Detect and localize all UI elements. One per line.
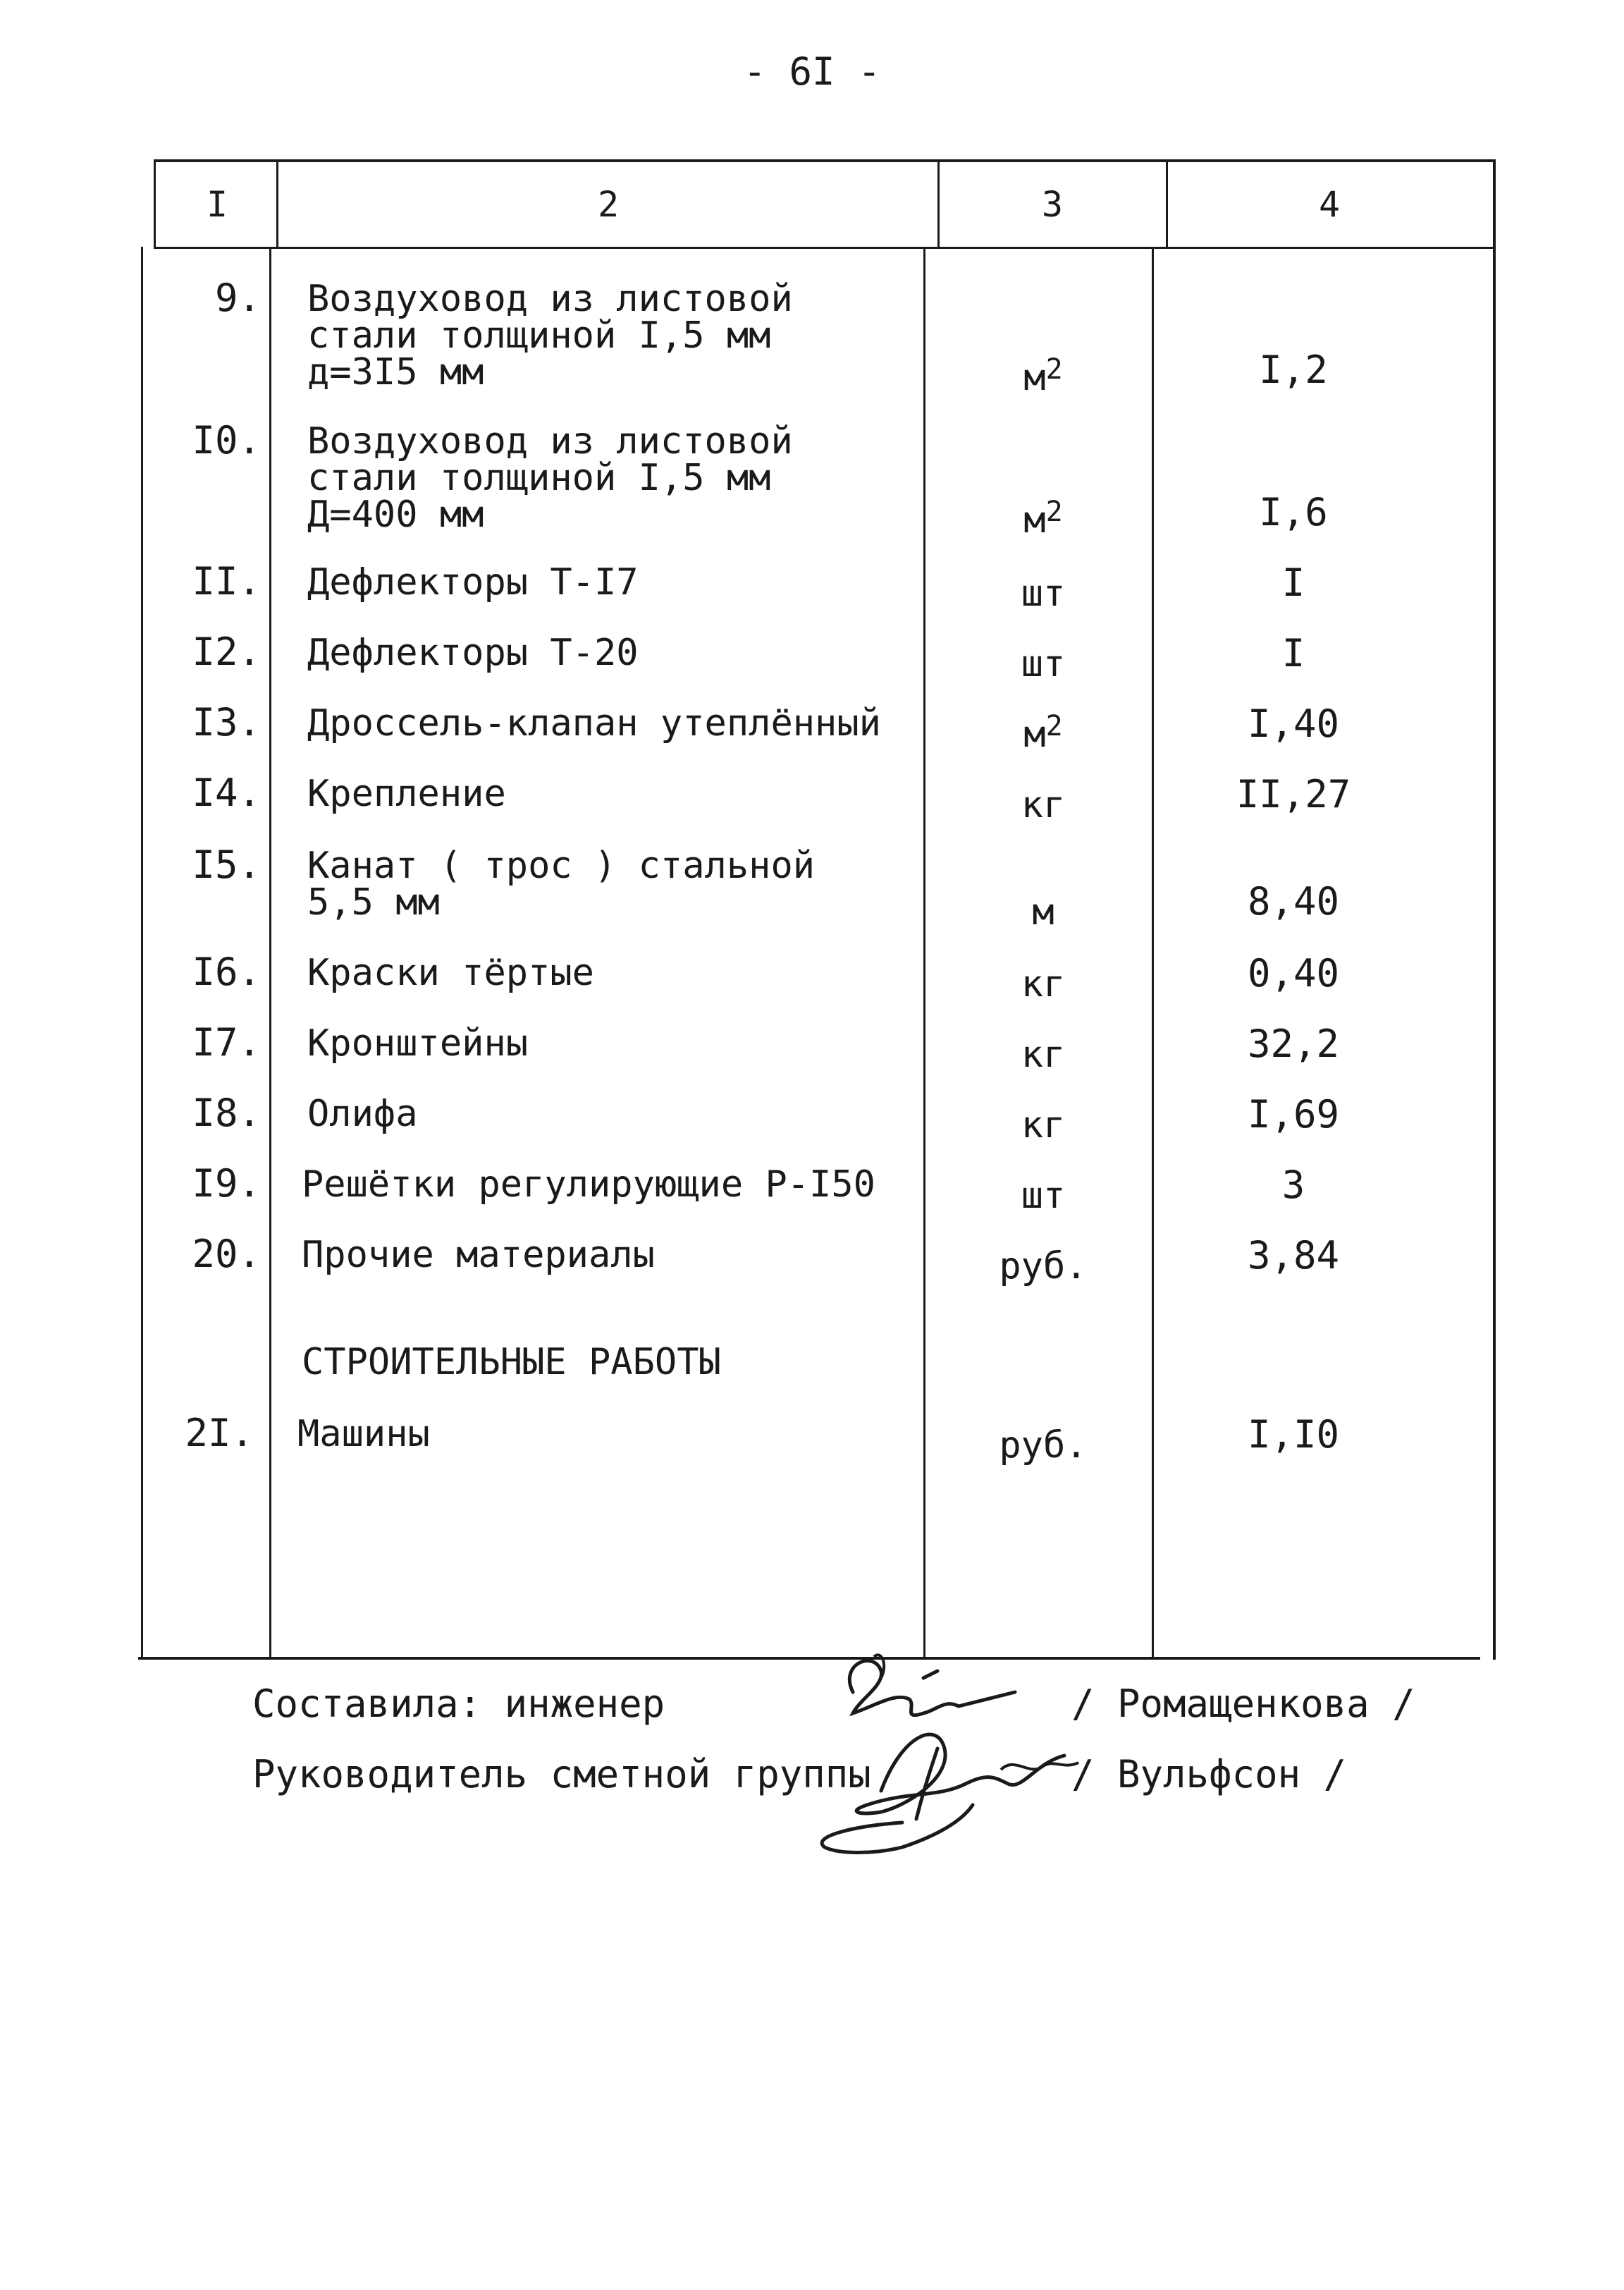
row-number: 2I.: [185, 1411, 254, 1455]
row-unit: [952, 1028, 1135, 1076]
unit-text: шт: [1021, 572, 1066, 615]
row-quantity: I,69: [1247, 1092, 1340, 1137]
head-label: Руководитель сметной группы: [252, 1752, 871, 1796]
table-right-border: [1493, 159, 1496, 1660]
column-header-4: 4: [1318, 184, 1341, 225]
head-name: / Вульфсон /: [1071, 1752, 1347, 1796]
row-item-name: Канат ( трос ) стальной 5,5 мм: [307, 845, 816, 924]
row-quantity: 32,2: [1247, 1022, 1340, 1066]
column-header-3: 3: [1041, 184, 1064, 225]
col-divider-1-lower: [269, 247, 271, 1657]
row-number: I7.: [192, 1020, 261, 1065]
unit-text: кг: [1021, 963, 1066, 1005]
compiled-by-label: Составила: инженер: [252, 1682, 665, 1726]
row-number: II.: [192, 559, 261, 604]
row-unit: [952, 1239, 1135, 1285]
row-item-name: Дефлекторы Т-I7: [307, 561, 639, 604]
row-item-name: Кронштейны: [307, 1022, 529, 1065]
row-item-name: Дефлекторы Т-20: [307, 632, 639, 674]
row-unit: [952, 637, 1135, 685]
row-quantity: 8,40: [1247, 879, 1340, 924]
row-number: I2.: [192, 630, 261, 674]
row-unit: [952, 567, 1135, 615]
row-number: I4.: [192, 771, 261, 815]
row-quantity: I: [1281, 561, 1305, 605]
unit-text: кг: [1021, 1104, 1066, 1146]
row-quantity: I,6: [1259, 490, 1328, 534]
row-quantity: I,I0: [1247, 1412, 1340, 1457]
row-quantity: I,40: [1247, 702, 1340, 746]
row-number: 20.: [192, 1232, 261, 1276]
col-divider-3-lower: [1152, 247, 1154, 1657]
row-unit: [952, 957, 1135, 1003]
unit-text: кг: [1021, 1034, 1066, 1076]
row-item-name: Крепление: [307, 773, 506, 815]
row-item-name: Олифа: [307, 1093, 418, 1135]
column-header-1: I: [206, 184, 228, 225]
unit-superscript: 2: [1045, 496, 1063, 528]
row-number: I6.: [192, 950, 261, 994]
row-unit: [952, 778, 1135, 826]
row-unit: [952, 708, 1135, 756]
row-quantity: II,27: [1236, 772, 1351, 816]
row-number: I9.: [192, 1161, 261, 1206]
row-quantity: I: [1281, 631, 1305, 675]
unit-text: м: [1023, 714, 1046, 756]
unit-text: кг: [1021, 784, 1066, 826]
table-left-border: [154, 159, 156, 247]
row-quantity: 0,40: [1247, 951, 1340, 996]
unit-text: м: [1032, 891, 1054, 933]
unit-text: шт: [1021, 1175, 1066, 1217]
row-number: I3.: [192, 700, 261, 745]
column-header-2: 2: [597, 184, 620, 225]
row-number: I5.: [192, 843, 261, 887]
row-number: I0.: [192, 418, 261, 463]
row-quantity: 3,84: [1247, 1233, 1340, 1278]
row-unit: [952, 494, 1135, 539]
row-unit: [952, 1419, 1135, 1467]
unit-text: шт: [1021, 643, 1066, 685]
row-unit: [952, 351, 1135, 399]
header-divider: [154, 247, 1496, 249]
unit-text: м: [1023, 357, 1046, 399]
table-bottom-border: [138, 1657, 1480, 1660]
unit-text: руб.: [999, 1245, 1088, 1287]
page-number: - 6I -: [743, 49, 881, 94]
row-number: 9.: [214, 276, 261, 320]
unit-superscript: 2: [1045, 710, 1063, 742]
row-unit: [952, 886, 1135, 931]
row-item-name: Дроссель-клапан утеплённый: [307, 702, 881, 745]
row-quantity: I,2: [1259, 348, 1328, 392]
row-item-name: Краски тёртые: [307, 952, 594, 994]
row-item-name: Прочие материалы: [302, 1234, 655, 1276]
row-item-name: Воздуховод из листовой стали толщиной I,5 мм Д=400 мм: [307, 420, 793, 536]
signature-2-icon: [796, 1706, 1093, 1861]
row-quantity: 3: [1281, 1163, 1305, 1207]
compiled-by-name: / Ромащенкова /: [1071, 1682, 1415, 1726]
row-number: I8.: [192, 1091, 261, 1135]
section-header: СТРОИТЕЛЬНЫЕ РАБОТЫ: [302, 1341, 721, 1383]
row-unit: [952, 1169, 1135, 1217]
unit-text: руб.: [999, 1424, 1088, 1467]
row-unit: [952, 1098, 1135, 1144]
row-item-name: Машины: [297, 1413, 430, 1455]
unit-superscript: 2: [1045, 353, 1063, 386]
unit-text: м: [1023, 499, 1046, 541]
row-item-name: Решётки регулирующие Р-I50: [302, 1163, 875, 1206]
row-item-name: Воздуховод из листовой стали толщиной I,5 мм д=3I5 мм: [307, 278, 793, 393]
